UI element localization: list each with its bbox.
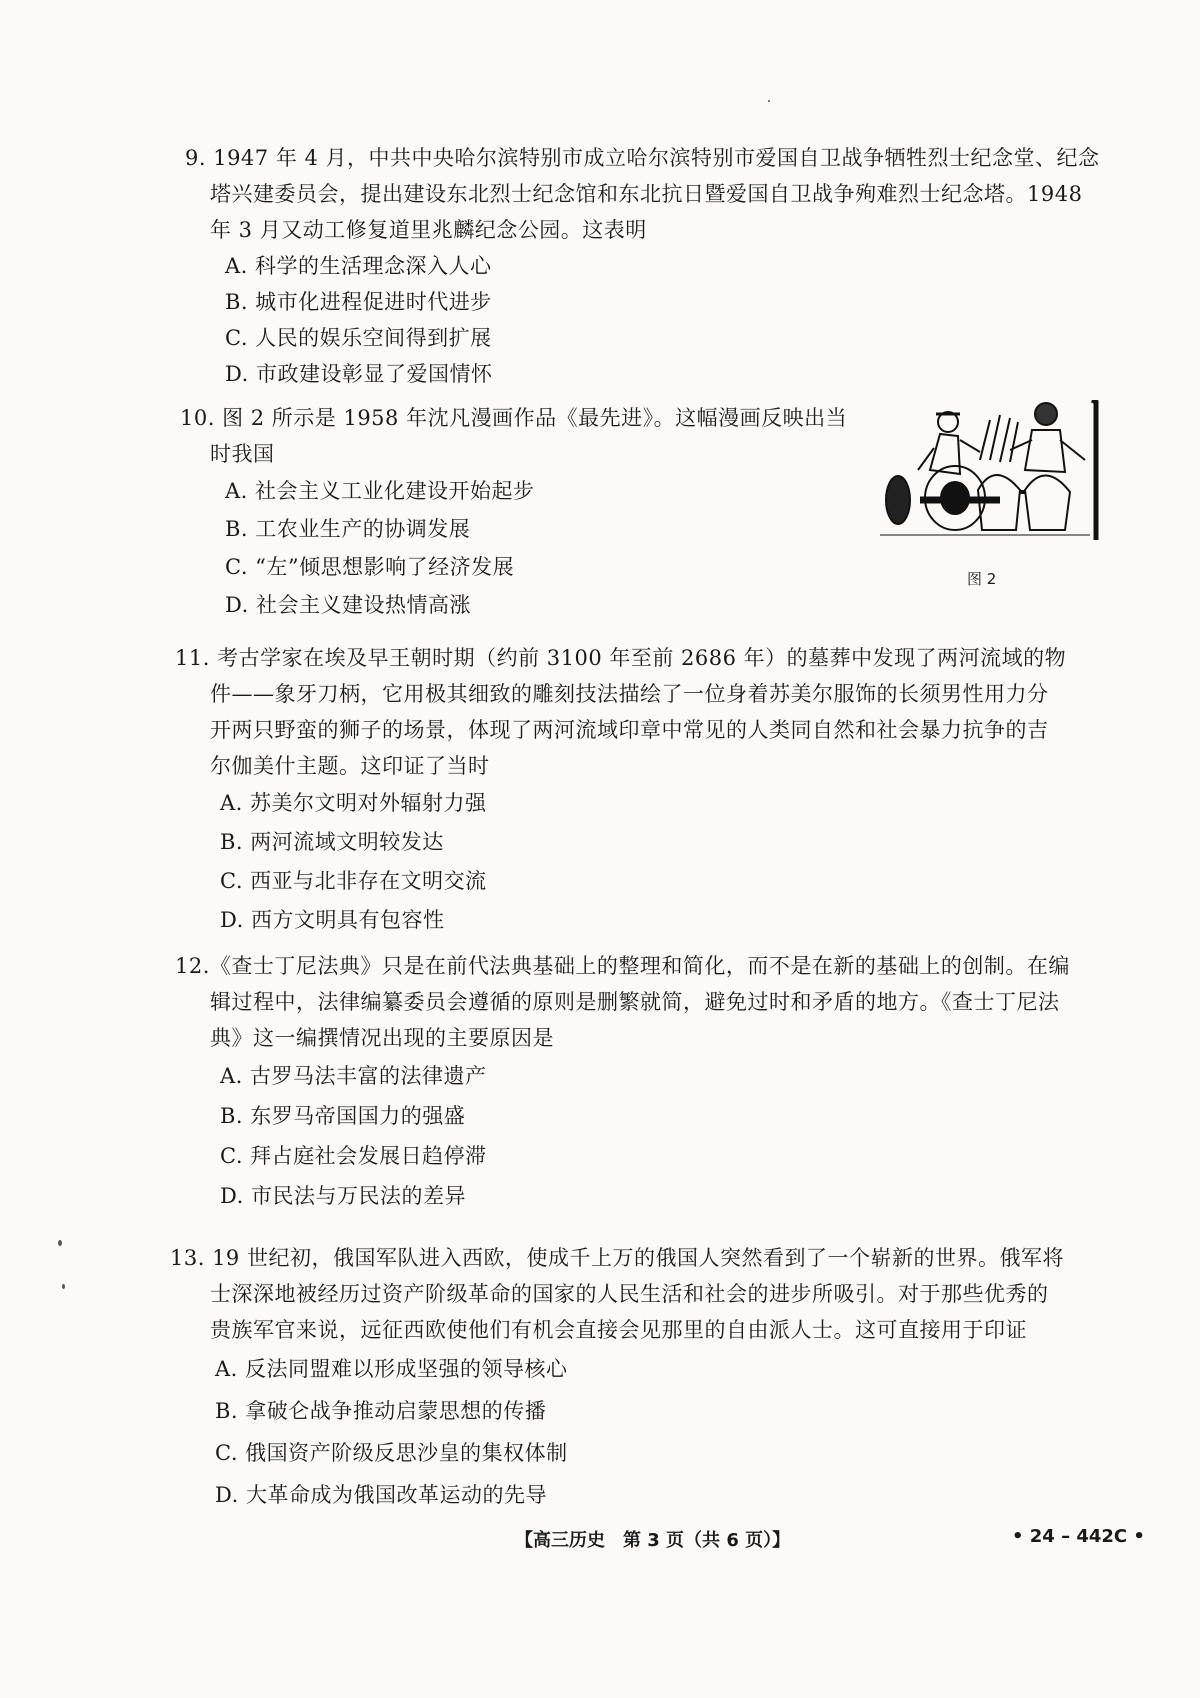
option-b: B. 两河流域文明较发达 xyxy=(220,830,444,854)
question-stem-line: 件——象牙刀柄，它用极其细致的雕刻技法描绘了一位身着苏美尔服饰的长须男性用力分 xyxy=(210,682,1049,706)
scan-speck xyxy=(768,100,770,102)
option-d: D. 市民法与万民法的差异 xyxy=(220,1184,466,1208)
option-c: C. 拜占庭社会发展日趋停滞 xyxy=(220,1144,487,1168)
question-13 xyxy=(170,1240,1120,1516)
option-c: C. 人民的娱乐空间得到扩展 xyxy=(225,326,492,350)
option-c: C. “左”倾思想影响了经济发展 xyxy=(225,555,515,579)
option-d: D. 西方文明具有包容性 xyxy=(220,908,445,932)
option-c: C. 俄国资产阶级反思沙皇的集权体制 xyxy=(215,1441,568,1465)
question-stem-line: 时我国 xyxy=(210,442,275,466)
question-stem-line: 塔兴建委员会，提出建设东北烈士纪念馆和东北抗日暨爱国自卫战争殉难烈士纪念塔。1948 xyxy=(210,182,1083,206)
option-b: B. 城市化进程促进时代进步 xyxy=(225,290,492,314)
question-stem-line: 尔伽美什主题。这印证了当时 xyxy=(210,754,490,778)
option-d: D. 大革命成为俄国改革运动的先导 xyxy=(215,1483,547,1507)
exam-code: • 24 – 442C • xyxy=(1012,1526,1145,1547)
option-b: B. 工农业生产的协调发展 xyxy=(225,517,471,541)
option-a: A. 反法同盟难以形成坚强的领导核心 xyxy=(215,1357,568,1381)
question-stem-line: 10. 图 2 所示是 1958 年沈凡漫画作品《最先进》。这幅漫画反映出当 xyxy=(180,406,848,430)
question-10 xyxy=(180,400,848,624)
question-12 xyxy=(175,948,1115,1216)
option-a: A. 社会主义工业化建设开始起步 xyxy=(225,479,535,503)
question-stem-line: 年 3 月又动工修复道里兆麟纪念公园。这表明 xyxy=(210,218,647,242)
question-stem-line: 9. 1947 年 4 月，中共中央哈尔滨特别市成立哈尔滨特别市爱国自卫战争牺牲烈士纪念堂、纪念 xyxy=(185,146,1100,170)
option-b: B. 东罗马帝国国力的强盛 xyxy=(220,1104,466,1128)
option-d: D. 社会主义建设热情高涨 xyxy=(225,593,471,617)
question-11 xyxy=(175,640,1115,940)
option-a: A. 古罗马法丰富的法律遗产 xyxy=(220,1064,487,1088)
question-stem-line: 贵族军官来说，远征西欧使他们有机会直接会见那里的自由派人士。这可直接用于印证 xyxy=(210,1318,1027,1342)
option-c: C. 西亚与北非存在文明交流 xyxy=(220,869,487,893)
question-stem-line: 士深深地被经历过资产阶级革命的国家的人民生活和社会的进步所吸引。对于那些优秀的 xyxy=(210,1282,1049,1306)
question-stem-line: 12.《查士丁尼法典》只是在前代法典基础上的整理和简化，而不是在新的基础上的创制。在编 xyxy=(175,954,1070,978)
option-b: B. 拿破仑战争推动启蒙思想的传播 xyxy=(215,1399,547,1423)
figure-caption: 图 2 xyxy=(967,570,997,588)
question-stem-line: 辑过程中，法律编纂委员会遵循的原则是删繁就简，避免过时和矛盾的地方。《查士丁尼法 xyxy=(210,990,1060,1014)
question-stem-line: 典》这一编撰情况出现的主要原因是 xyxy=(210,1026,554,1050)
question-9 xyxy=(185,140,1100,392)
option-d: D. 市政建设彰显了爱国情怀 xyxy=(225,362,493,386)
option-a: A. 科学的生活理念深入人心 xyxy=(225,254,492,278)
scan-speck xyxy=(58,1240,62,1246)
option-a: A. 苏美尔文明对外辐射力强 xyxy=(220,791,487,815)
question-stem-line: 开两只野蛮的狮子的场景，体现了两河流域印章中常见的人类同自然和社会暴力抗争的吉 xyxy=(210,718,1049,742)
question-stem-line: 11. 考古学家在埃及早王朝时期（约前 3100 年至前 2686 年）的墓葬中发现了两河流域的物 xyxy=(175,646,1067,670)
cartoon-figure xyxy=(860,400,1100,550)
page-footer: 【高三历史 第 3 页（共 6 页）】 xyxy=(515,1530,791,1551)
scan-speck xyxy=(62,1284,65,1289)
question-stem-line: 13. 19 世纪初，俄国军队进入西欧，使成千上万的俄国人突然看到了一个崭新的世界。俄军将 xyxy=(170,1246,1064,1270)
